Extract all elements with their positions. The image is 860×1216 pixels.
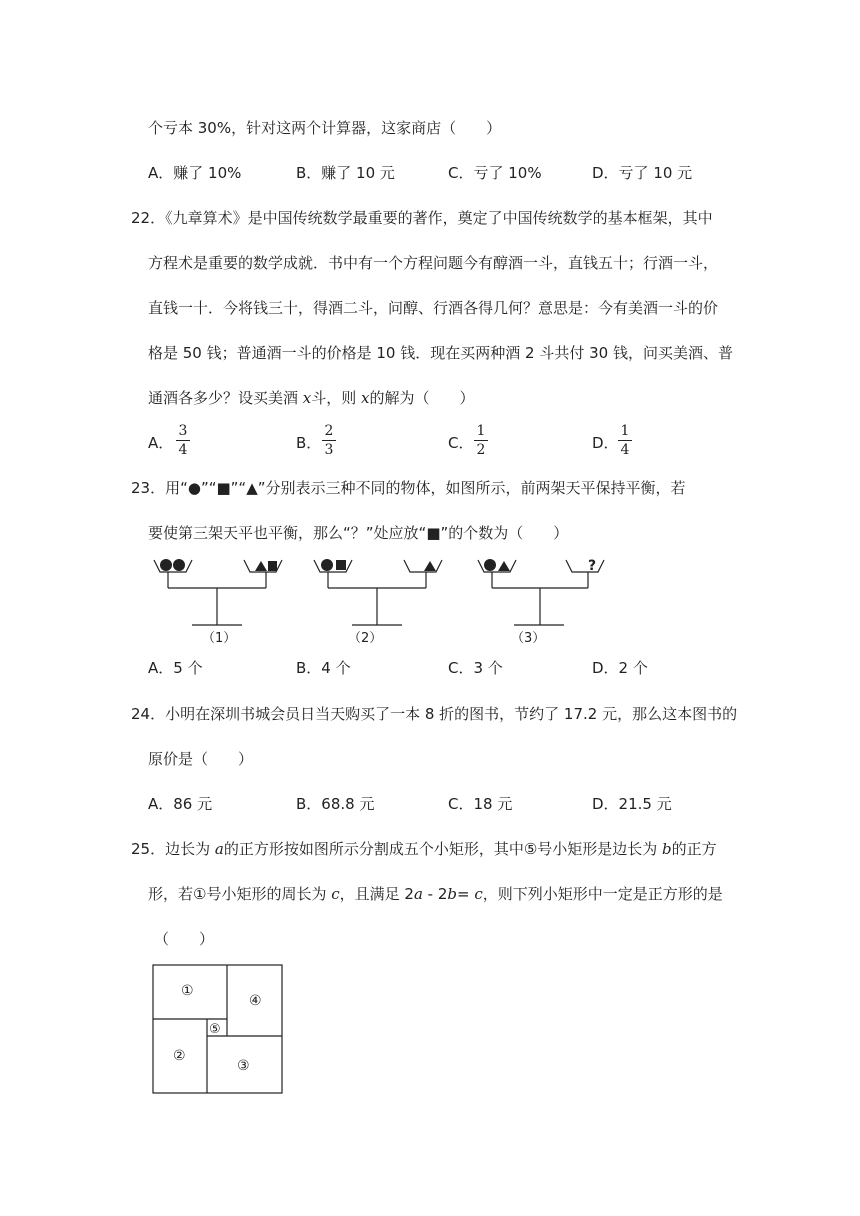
triangle-object <box>424 561 436 571</box>
q22-option-a: A． <box>148 434 174 452</box>
q22-stem-line5 <box>148 388 475 408</box>
rect-label-1: ① <box>181 983 194 999</box>
q23-option-a: A．5 个 <box>148 659 203 677</box>
q22-stem-line3: 直钱一十．今将钱三十，得酒二斗，问醇、行酒各得几何？意思是：今有美酒一斗的价 <box>148 299 719 317</box>
q25-var-c: c <box>331 885 340 903</box>
q22-option-b: B． <box>296 434 322 452</box>
q21-option-d: D．亏了 10 元 <box>592 164 693 182</box>
q21-stem-tail: 个亏本 30%，针对这两个计算器，这家商店（ ） <box>148 119 502 137</box>
q22-line5-a: 通酒各多少？设买美酒 <box>148 389 303 407</box>
rect-label-2: ② <box>173 1048 186 1064</box>
scale-2-label: （2） <box>348 631 383 646</box>
q24-option-a: A．86 元 <box>148 795 213 813</box>
balance-scale-2 <box>314 560 442 625</box>
circle-object <box>160 559 172 571</box>
q22-var-x: x <box>302 389 312 407</box>
q25-line1-c: 的正方 <box>671 840 717 858</box>
balance-scale-3 <box>478 560 604 625</box>
q24-option-b: B．68.8 元 <box>296 795 375 813</box>
q25-var-a-2: a <box>413 885 423 903</box>
q24-stem-line1: 24．小明在深圳书城会员日当天购买了一本 8 折的图书，节约了 17.2 元，那么这本图书的 <box>131 705 738 723</box>
q23-option-d: D．2 个 <box>592 659 648 677</box>
q22-option-d: D． <box>592 434 619 452</box>
q23-stem-line2: 要使第三架天平也平衡，那么“？”处应放“■”的个数为（ ） <box>148 524 569 542</box>
square-object <box>336 560 346 570</box>
q23-option-b: B．4 个 <box>296 659 351 677</box>
q25-stem-line2 <box>148 884 723 904</box>
q25-var-b: b <box>662 840 672 858</box>
q24-option-d: D．21.5 元 <box>592 795 672 813</box>
rect-label-4: ④ <box>249 993 262 1009</box>
q25-line2-a: 形，若①号小矩形的周长为 <box>148 885 332 903</box>
q23-stem-line1: 23．用“●”“■”“▲”分别表示三种不同的物体，如图所示，前两架天平保持平衡，若 <box>131 479 686 497</box>
q22-stem-line1: 22．《九章算术》是中国传统数学最重要的著作，奠定了中国传统数学的基本框架，其中 <box>131 209 713 227</box>
q21-option-a: A．赚了 10% <box>148 164 242 182</box>
q22-fraction-b: $\frac{2}{3}$ <box>322 423 336 458</box>
q25-line1-a: 25．边长为 <box>131 840 215 858</box>
rect-label-3: ③ <box>237 1058 250 1074</box>
circle-object <box>321 559 333 571</box>
q22-fraction-a: $\frac{3}{4}$ <box>176 423 190 458</box>
q22-stem-line2: 方程术是重要的数学成就．书中有一个方程问题今有醇酒一斗，直钱五十；行酒一斗， <box>148 254 719 272</box>
scale-1-label: （1） <box>202 631 237 646</box>
q22-fraction-c: $\frac{1}{2}$ <box>474 423 488 458</box>
q22-option-c: C． <box>448 434 474 452</box>
square-object <box>268 561 277 571</box>
scale-3-label: （3） <box>511 631 546 646</box>
q22-stem-line4: 格是 50 钱；普通酒一斗的价格是 10 钱．现在买两种酒 2 斗共付 30 钱，问买美酒、普 <box>148 344 733 362</box>
circle-object <box>173 559 185 571</box>
balance-scales-figure <box>148 550 628 650</box>
q25-stem-line1 <box>131 839 717 859</box>
q25-line2-b: ，且满足 2 <box>339 885 414 903</box>
q25-line1-b: 的正方形按如图所示分割成五个小矩形，其中⑤号小矩形是边长为 <box>223 840 663 858</box>
q22-fraction-d: $\frac{1}{4}$ <box>618 423 632 458</box>
q23-option-c: C．3 个 <box>448 659 503 677</box>
q22-line5-c: 的解为（ ） <box>369 389 475 407</box>
triangle-object <box>498 561 510 571</box>
q25-var-c-2: c <box>474 885 483 903</box>
q25-var-b-2: b <box>447 885 457 903</box>
q25-line2-c: - 2 <box>422 885 448 903</box>
q22-var-x-2: x <box>361 389 370 407</box>
square-partition-figure <box>152 964 284 1096</box>
triangle-object <box>255 561 267 571</box>
unknown-question-mark: ? <box>588 558 597 574</box>
q22-line5-b: 斗，则 <box>311 389 362 407</box>
q25-line2-e: ，则下列小矩形中一定是正方形的是 <box>482 885 723 903</box>
q24-option-c: C．18 元 <box>448 795 513 813</box>
q25-var-a: a <box>214 840 224 858</box>
q25-stem-line3: （ ） <box>154 930 215 948</box>
q24-stem-line2: 原价是（ ） <box>148 750 254 768</box>
circle-object <box>484 559 496 571</box>
q25-line2-d: = <box>457 885 475 903</box>
q21-option-b: B．赚了 10 元 <box>296 164 395 182</box>
rect-label-5: ⑤ <box>209 1022 221 1037</box>
q21-option-c: C．亏了 10% <box>448 164 542 182</box>
